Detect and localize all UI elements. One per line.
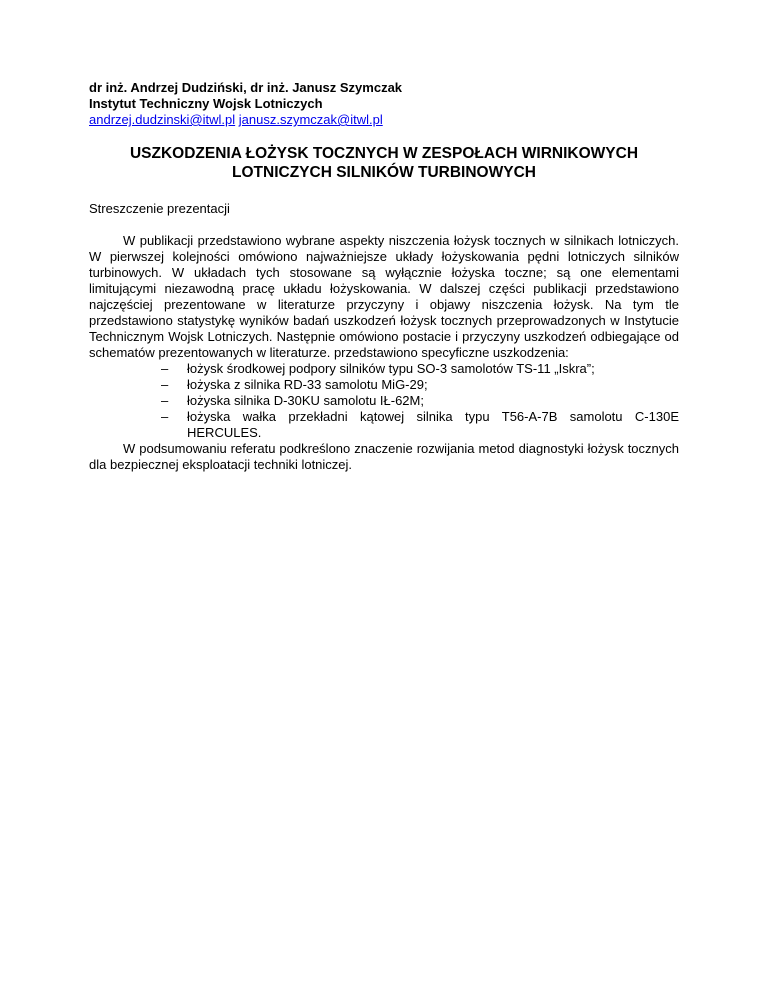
list-item: [89, 377, 679, 393]
list-dash: –: [161, 361, 169, 376]
list-item-text: łożyska wałka przekładni kątowej silnika typu T56-A-7B samolotu C-130E HERCULES.: [187, 409, 679, 440]
damage-list: [89, 361, 679, 441]
list-dash: –: [161, 377, 169, 392]
closing-paragraph: W podsumowaniu referatu podkreślono znaczenie rozwijania metod diagnostyki łożysk tocznych dla bezpiecznej eksploatacji techniki lotniczej.: [89, 441, 679, 472]
list-dash: –: [161, 409, 169, 424]
list-item-text: łożyska silnika D-30KU samolotu IŁ-62M;: [187, 393, 424, 408]
institute-line: Instytut Techniczny Wojsk Lotniczych: [89, 96, 323, 111]
title-line-2: LOTNICZYCH SILNIKÓW TURBINOWYCH: [232, 164, 536, 181]
list-item: [89, 393, 679, 409]
authors-line: dr inż. Andrzej Dudziński, dr inż. Janusz Szymczak: [89, 80, 403, 95]
abstract-paragraph: W publikacji przedstawiono wybrane aspekty niszczenia łożysk tocznych w silnikach lotniczych. W pierwszej kolejności omówiono najważniejsze układy łożyskowania pędni lotniczych silników turbinowych. W układach tych stosowane są wyłącznie łożyska toczne; są one elementami limitującymi niezawodną pracę układu łożyskowania. W dalszej części publikacji przedstawiono najczęściej prezentowane w literaturze przyczyny i objawy niszczenia łożysk. Na tym tle przedstawiono statystykę wyników badań uszkodzeń łożysk tocznych przeprowadzonych w Instytucie Technicznym Wojsk Lotniczych. Następnie omówiono postacie i przyczyny uszkodzeń odbiegające od schematów prezentowanych w literaturze. przedstawiono specyficzne uszkodzenia:: [89, 233, 679, 360]
section-subtitle: Streszczenie prezentacji: [89, 201, 230, 216]
list-dash: –: [161, 393, 169, 408]
list-item: [89, 409, 679, 441]
list-item-text: łożyska z silnika RD-33 samolotu MiG-29;: [187, 377, 428, 392]
document-title: [89, 144, 679, 182]
list-item-text: łożysk środkowej podpory silników typu SO-3 samolotów TS-11 „Iskra”;: [187, 361, 595, 376]
document-page: [89, 80, 679, 473]
title-line-1: USZKODZENIA ŁOŻYSK TOCZNYCH W ZESPOŁACH WIRNIKOWYCH: [129, 145, 639, 162]
email-link-dudzinski[interactable]: andrzej.dudzinski@itwl.pl: [89, 112, 236, 127]
email-line: [89, 112, 679, 128]
list-item: [89, 361, 679, 377]
email-link-szymczak[interactable]: janusz.szymczak@itwl.pl: [238, 112, 383, 127]
